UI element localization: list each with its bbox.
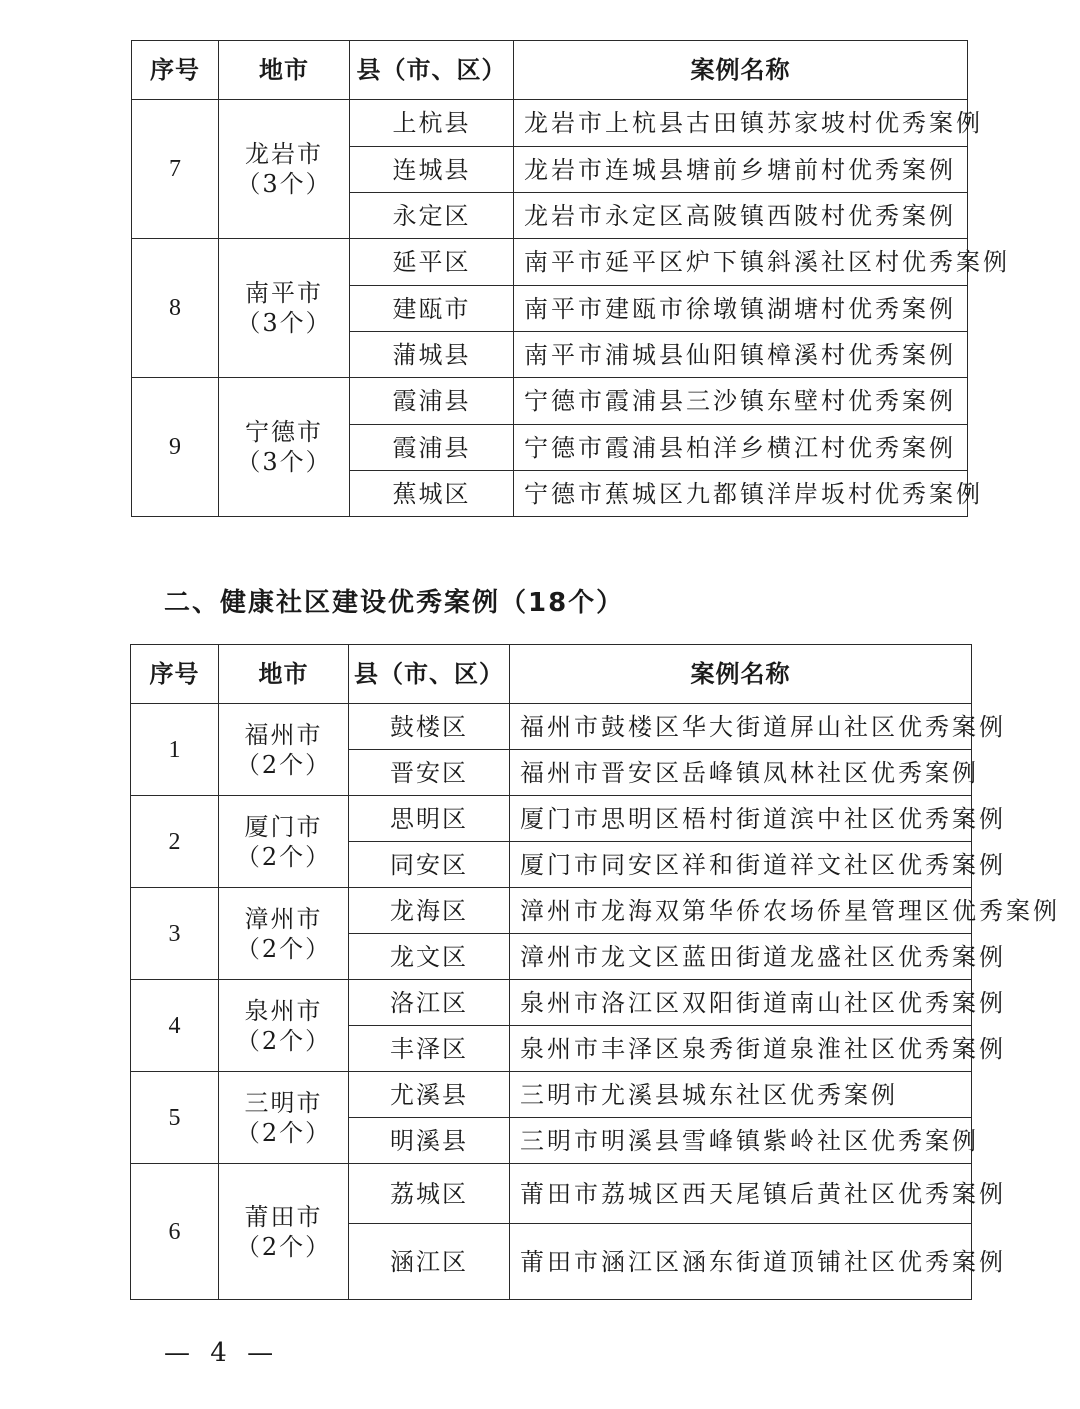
header-seq: 序号 — [131, 645, 219, 704]
case-name-cell: 漳州市龙文区蓝田街道龙盛社区优秀案例 — [510, 934, 972, 980]
case-name-cell: 龙岩市永定区高陂镇西陂村优秀案例 — [514, 193, 968, 239]
table-row — [131, 704, 972, 750]
county-cell: 明溪县 — [349, 1118, 510, 1164]
header-case-name: 案例名称 — [514, 41, 968, 100]
county-cell: 蕉城区 — [350, 471, 514, 517]
county-cell: 思明区 — [349, 796, 510, 842]
county-cell: 永定区 — [350, 193, 514, 239]
table-row — [131, 1072, 972, 1118]
case-name-cell: 宁德市霞浦县柏洋乡横江村优秀案例 — [514, 425, 968, 471]
case-name-cell: 南平市建瓯市徐墩镇湖塘村优秀案例 — [514, 286, 968, 332]
case-name-cell: 福州市晋安区岳峰镇凤林社区优秀案例 — [510, 750, 972, 796]
city-count: （3个） — [236, 170, 332, 198]
seq-cell: 5 — [131, 1072, 219, 1164]
case-name-cell: 泉州市丰泽区泉秀街道泉淮社区优秀案例 — [510, 1026, 972, 1072]
case-name-cell: 宁德市霞浦县三沙镇东壁村优秀案例 — [514, 378, 968, 425]
city-count: （2个） — [235, 934, 332, 963]
city-name: 莆田市 — [244, 1202, 323, 1231]
table-row — [131, 888, 972, 934]
header-seq: 序号 — [132, 41, 219, 100]
city-cell — [219, 796, 349, 888]
case-name-cell: 南平市延平区炉下镇斜溪社区村优秀案例 — [514, 239, 968, 286]
city-cell — [219, 378, 350, 517]
county-cell: 连城县 — [350, 147, 514, 193]
section-heading: 二、健康社区建设优秀案例（18个） — [164, 588, 625, 618]
case-name-cell: 莆田市荔城区西天尾镇后黄社区优秀案例 — [510, 1164, 972, 1224]
city-cell — [219, 980, 349, 1072]
city-count: （3个） — [236, 448, 332, 476]
city-cell — [219, 1072, 349, 1164]
city-name: 南平市 — [245, 279, 323, 307]
case-name-cell: 龙岩市上杭县古田镇苏家坡村优秀案例 — [514, 100, 968, 147]
community-case-table — [130, 644, 1060, 1300]
city-count: （2个） — [235, 750, 332, 779]
county-cell: 蒲城县 — [350, 332, 514, 378]
county-cell: 龙海区 — [349, 888, 510, 934]
county-cell: 晋安区 — [349, 750, 510, 796]
page-number: — 4 — — [164, 1338, 280, 1368]
city-cell — [219, 888, 349, 980]
table-row — [132, 100, 968, 147]
city-count: （2个） — [235, 1026, 332, 1055]
seq-cell: 8 — [132, 239, 219, 378]
county-cell: 上杭县 — [350, 100, 514, 147]
city-cell — [219, 239, 350, 378]
city-name: 泉州市 — [244, 996, 323, 1025]
header-county: 县（市、区） — [350, 41, 514, 100]
case-name-cell: 漳州市龙海双第华侨农场侨星管理区优秀案例 — [510, 888, 972, 934]
table-row — [132, 239, 968, 286]
county-cell: 霞浦县 — [350, 378, 514, 425]
seq-cell: 7 — [132, 100, 219, 239]
table-row — [131, 1164, 972, 1224]
header-city: 地市 — [219, 645, 349, 704]
case-name-cell: 厦门市同安区祥和街道祥文社区优秀案例 — [510, 842, 972, 888]
seq-cell: 6 — [131, 1164, 219, 1300]
seq-cell: 2 — [131, 796, 219, 888]
city-name: 龙岩市 — [245, 140, 323, 168]
city-name: 厦门市 — [244, 812, 323, 841]
seq-cell: 1 — [131, 704, 219, 796]
header-city: 地市 — [219, 41, 350, 100]
city-count: （2个） — [235, 1232, 332, 1261]
county-cell: 荔城区 — [349, 1164, 510, 1224]
case-name-cell: 龙岩市连城县塘前乡塘前村优秀案例 — [514, 147, 968, 193]
county-cell: 丰泽区 — [349, 1026, 510, 1072]
village-case-table — [131, 40, 1010, 517]
county-cell: 洛江区 — [349, 980, 510, 1026]
seq-cell: 3 — [131, 888, 219, 980]
case-name-cell: 泉州市洛江区双阳街道南山社区优秀案例 — [510, 980, 972, 1026]
county-cell: 尤溪县 — [349, 1072, 510, 1118]
city-name: 福州市 — [244, 720, 323, 749]
seq-cell: 9 — [132, 378, 219, 517]
table-header-row — [132, 41, 968, 100]
table-header-row — [131, 645, 972, 704]
case-name-cell: 厦门市思明区梧村街道滨中社区优秀案例 — [510, 796, 972, 842]
county-cell: 延平区 — [350, 239, 514, 286]
county-cell: 霞浦县 — [350, 425, 514, 471]
city-count: （2个） — [235, 1118, 332, 1147]
city-count: （2个） — [235, 842, 332, 871]
header-case-name: 案例名称 — [510, 645, 972, 704]
table-row — [132, 378, 968, 425]
case-name-cell: 宁德市蕉城区九都镇洋岸坂村优秀案例 — [514, 471, 968, 517]
seq-cell: 4 — [131, 980, 219, 1072]
case-name-cell: 三明市尤溪县城东社区优秀案例 — [510, 1072, 972, 1118]
city-cell — [219, 1164, 349, 1300]
city-name: 三明市 — [244, 1088, 323, 1117]
table-row — [131, 980, 972, 1026]
city-name: 宁德市 — [245, 418, 323, 446]
county-cell: 鼓楼区 — [349, 704, 510, 750]
city-cell — [219, 704, 349, 796]
case-name-cell: 莆田市涵江区涵东街道顶铺社区优秀案例 — [510, 1224, 972, 1300]
city-count: （3个） — [236, 309, 332, 337]
table-row — [131, 796, 972, 842]
case-name-cell: 福州市鼓楼区华大街道屏山社区优秀案例 — [510, 704, 972, 750]
city-cell — [219, 100, 350, 239]
county-cell: 建瓯市 — [350, 286, 514, 332]
county-cell: 龙文区 — [349, 934, 510, 980]
city-name: 漳州市 — [244, 904, 323, 933]
header-county: 县（市、区） — [349, 645, 510, 704]
case-name-cell: 南平市浦城县仙阳镇樟溪村优秀案例 — [514, 332, 968, 378]
case-name-cell: 三明市明溪县雪峰镇紫岭社区优秀案例 — [510, 1118, 972, 1164]
county-cell: 同安区 — [349, 842, 510, 888]
county-cell: 涵江区 — [349, 1224, 510, 1300]
